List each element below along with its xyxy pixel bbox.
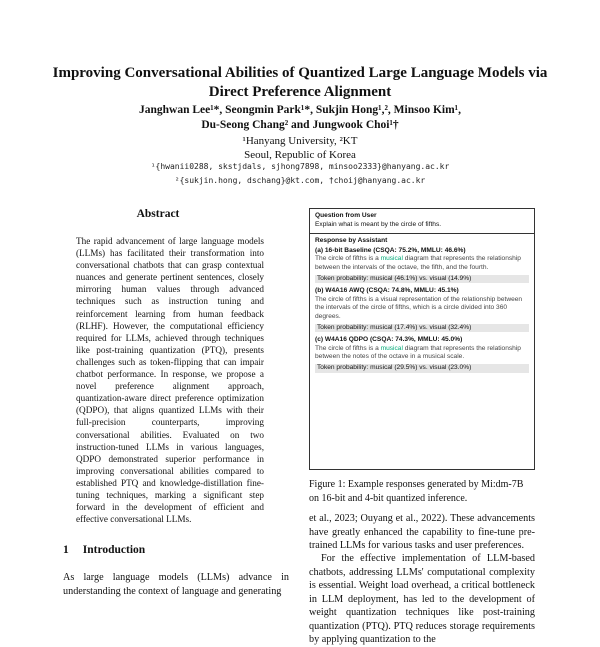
question-text: Explain what is meant by the circle of fifths. bbox=[315, 220, 442, 228]
response-label: Response by Assistant bbox=[315, 237, 388, 245]
section-number: 1 bbox=[63, 544, 69, 556]
body-paragraph-1: et al., 2023; Ouyang et al., 2022). These advancements have greatly enhanced the capability to fine-tune pre-trained LLMs for various tasks and user preferences. bbox=[309, 513, 535, 551]
highlight-token: visual bbox=[380, 295, 398, 303]
email-line-1: ¹{hwanii0288, skstjdals, sjhong7898, minsoo2333}@hanyang.ac.kr bbox=[150, 162, 450, 171]
abstract-heading: Abstract bbox=[136, 208, 180, 220]
abstract-text: The rapid advancement of large language models (LLMs) has facilitated their transformation into conversational chatbots that can grasp contextual nuances and generate pertinent sentences, closely mirroring human values through advanced techniques such as instruction tuning and reinforcement learning from human feedback (RLHF). However, the computational efficiency required for LLMs, achieved through techniques like post-training quantization (PTQ), presents challenges such as token-flipping that can impair chatbot performance. In response, we propose a novel preference alignment approach, quantization-aware direct preference optimization (QDPO), that aligns quantized LLMs with their full-precision counterparts, improving conversational abilities. Evaluated on two instruction-tuned LLMs in various languages, QDPO demonstrated superior performance in improving conversational abilities compared to established PTQ and knowledge-distillation fine-tuning techniques, marking a significant step forward in the development of efficient and effective conversational LLMs. bbox=[76, 236, 264, 525]
authors-line-2: Du-Seong Chang² and Jungwook Choi¹† bbox=[201, 119, 399, 131]
question-label: Question from User bbox=[315, 212, 377, 219]
affiliations bbox=[40, 134, 560, 162]
section-heading bbox=[63, 544, 159, 556]
authors-line-1: Janghwan Lee¹*, Seongmin Park¹*, Sukjin Hong¹,², Minsoo Kim¹, bbox=[138, 104, 462, 116]
response-text: The circle of fifths is a visual representation of the relationship between the intervals of the circle of fifths, which is a circle divided into 360 degrees. bbox=[315, 295, 523, 320]
author-list bbox=[40, 103, 560, 133]
highlight-token: musical bbox=[380, 344, 403, 352]
figure-divider bbox=[310, 233, 534, 234]
emails bbox=[40, 160, 560, 188]
response-block-b bbox=[315, 287, 529, 332]
token-probability: Token probability: musical (17.4%) vs. visual (32.4%) bbox=[315, 324, 529, 333]
affiliation-line-1: ¹Hanyang University, ²KT bbox=[242, 135, 358, 147]
response-title: (b) W4A16 AWQ (CSQA: 74.8%, MMLU: 45.1%) bbox=[315, 287, 459, 295]
figure-1-box bbox=[309, 208, 535, 470]
response-text: The circle of fifths is a musical diagram that represents the relationship between the notes of the octave in a musical scale. bbox=[315, 344, 521, 361]
email-line-2: ²{sukjin.hong, dschang}@kt.com, †choij@hanyang.ac.kr bbox=[174, 176, 426, 185]
section-title: Introduction bbox=[82, 544, 146, 556]
response-title: (c) W4A16 QDPO (CSQA: 74.3%, MMLU: 45.0%) bbox=[315, 336, 463, 344]
introduction-text: As large language models (LLMs) advance in understanding the context of language and generating bbox=[63, 572, 289, 597]
token-probability: Token probability: musical (46.1%) vs. visual (14.9%) bbox=[315, 275, 529, 284]
response-title: (a) 16-bit Baseline (CSQA: 75.2%, MMLU: 46.6%) bbox=[315, 246, 466, 254]
response-text: The circle of fifths is a musical diagram that represents the relationship between the intervals of the octave, the fifth, and the fourth. bbox=[315, 255, 521, 271]
token-probability: Token probability: musical (29.5%) vs. visual (23.0%) bbox=[315, 364, 529, 373]
paper-title: Improving Conversational Abilities of Quantized Large Language Models via Direct Preference Alignment bbox=[52, 65, 548, 100]
body-paragraph-2: For the effective implementation of LLM-based chatbots, addressing LLMs' computational complexity is essential. Weight load overhead, a critical bottleneck in LLM deployment, has led to the development of weight quantization techniques like post-training quantization (PTQ). PTQ reduces storage requirements by applying quantization to the bbox=[309, 553, 535, 645]
response-block-a bbox=[315, 247, 529, 283]
affiliation-line-2: Seoul, Republic of Korea bbox=[244, 149, 356, 161]
figure-caption: Figure 1: Example responses generated by Mi:dm-7B on 16-bit and 4-bit quantized inference. bbox=[309, 479, 524, 504]
highlight-token: musical bbox=[380, 255, 403, 263]
response-block-c bbox=[315, 336, 529, 372]
